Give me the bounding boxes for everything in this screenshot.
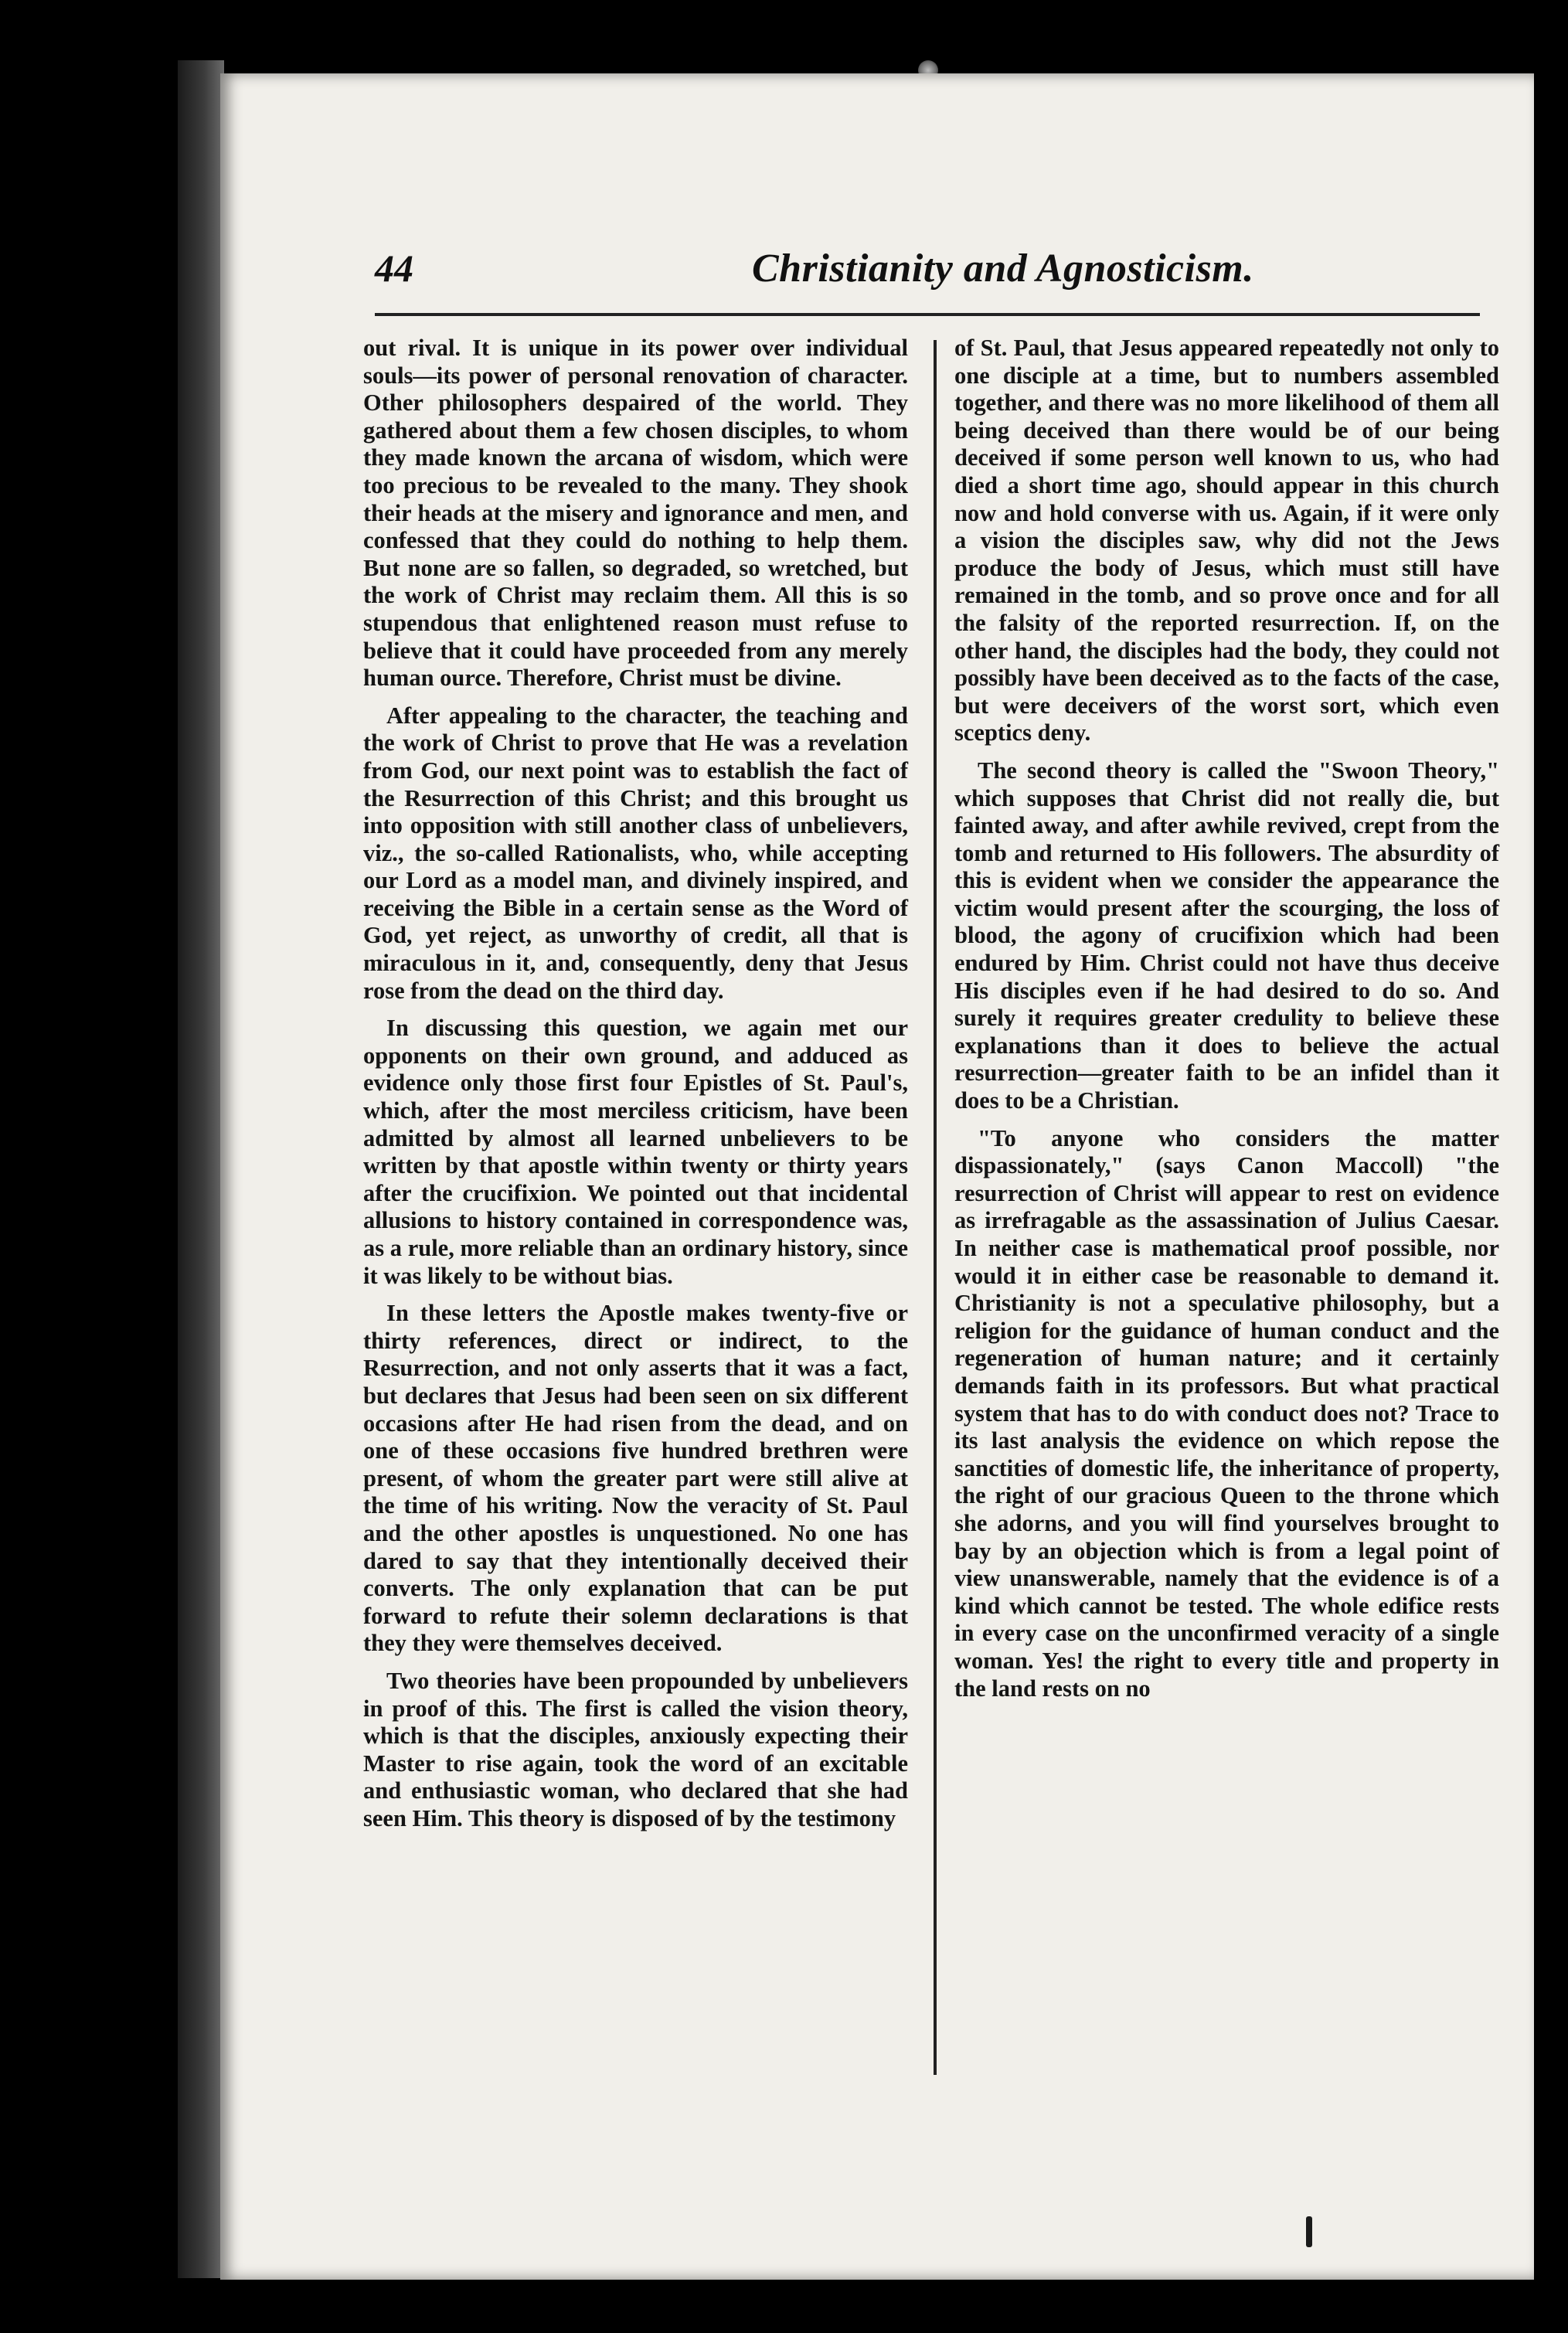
ink-mark — [1306, 2216, 1312, 2247]
left-column — [363, 335, 908, 2081]
paragraph: In these letters the Apostle makes twenty-five or thirty references, direct or indirect, to the Resurrection, and not only asserts that it was a fact, but declares that Jesus had been seen on six different occasions after He had risen from the dead, and on one of these occasions five hundred brethren were present, of whom the greater part were still alive at the time of his writing. Now the veracity of St. Paul and the other apostles is unquestioned. No one has dared to say that they intentionally deceived their converts. The only explanation that can be put forward to refute their solemn declarations is that they they were themselves deceived. — [363, 1300, 908, 1657]
paragraph: "To anyone who considers the matter dispassionately," (says Canon Maccoll) "the resurrection of Christ will appear to rest on evidence as irrefragable as the assassination of Julius Caesar. In neither case is mathematical proof possible, nor would it in either case be reasonable to demand it. Christianity is not a speculative philosophy, but a religion for the guidance of human conduct and the regeneration of human nature; and it certainly demands faith in its professors. But what practical system that has to do with conduct does not? Trace to its last analysis the evidence on which repose the sanctities of domestic life, the inheritance of property, the right of our gracious Queen to the throne which she adorns, and you will find yourselves brought to bay by an objection which is from a legal point of view unanswerable, namely that the evidence is of a kind which cannot be tested. The whole edifice rests in every case on the unconfirmed veracity of a single woman. Yes! the right to every title and property in the land rests on no — [954, 1124, 1499, 1702]
page-number: 44 — [375, 247, 413, 290]
right-column — [954, 335, 1499, 2081]
column-divider — [934, 340, 937, 2075]
paragraph: After appealing to the character, the teaching and the work of Christ to prove that He was a revelation from God, our next point was to establish the fact of the Resurrection of this Christ; and this brought us into opposition with still another class of unbelievers, viz., the so-called Rationalists, who, while accepting our Lord as a model man, and divinely inspired, and receiving the Bible in a certain sense as the Word of God, yet reject, as unworthy of credit, all that is miraculous in it, and, consequently, deny that Jesus rose from the dead on the third day. — [363, 702, 908, 1004]
header-rule — [375, 313, 1480, 316]
running-title: Christianity and Agnosticism. — [752, 247, 1254, 291]
paragraph: In discussing this question, we again met our opponents on their own ground, and adduced as evidence only those first four Epistles of St. Paul's, which, after the most merciless criticism, have been admitted by almost all learned unbelievers to be written by that apostle within twenty or thirty years after the crucifixion. We pointed out that incidental allusions to history contained in correspondence was, as a rule, more reliable than an ordinary history, since it was likely to be without bias. — [363, 1015, 908, 1289]
paragraph: Two theories have been propounded by unbelievers in proof of this. The first is called the vision theory, which is that the disciples, anxiously expecting their Master to rise again, took the word of an excitable and enthusiastic woman, who declared that she had seen Him. This theory is disposed of by the testimony — [363, 1667, 908, 1831]
page-header — [375, 246, 1488, 308]
paragraph: out rival. It is unique in its power over individual souls—its power of personal renovation of character. Other philosophers despaired of the world. They gathered about them a few chosen disciples, to whom they made known the arcana of wisdom, which were too precious to be revealed to the many. They shook their heads at the misery and ignorance and men, and confessed that they could do nothing to help them. But none are so fallen, so degraded, so wretched, but the work of Christ may reclaim them. All this is so stupendous that enlightened reason must refuse to believe that it could have proceeded from any merely human ource. Therefore, Christ must be divine. — [363, 335, 908, 692]
paragraph: The second theory is called the "Swoon Theory," which supposes that Christ did not really die, but fainted away, and after awhile revived, crept from the tomb and returned to His followers. The absurdity of this is evident when we consider the appearance the victim would present after the scourging, the loss of blood, the agony of crucifixion which had been endured by Him. Christ could not have thus deceive His disciples even if he had desired to do so. And surely it requires greater credulity to believe these explanations than it does to believe the actual resurrection—greater faith to be an infidel than it does to be a Christian. — [954, 757, 1499, 1114]
paragraph: of St. Paul, that Jesus appeared repeatedly not only to one disciple at a time, but to numbers assembled together, and there was no more likelihood of them all being deceived than there would be of our being deceived if some person well known to us, who had died a short time ago, should appear in this church now and hold converse with us. Again, if it were only a vision the disciples saw, why did not the Jews produce the body of Jesus, which must still have remained in the tomb, and so prove once and for all the falsity of the reported resurrection. If, on the other hand, the disciples had the body, they could not possibly have been deceived as to the facts of the case, but were deceivers of the worst sort, which even sceptics deny. — [954, 335, 1499, 746]
book-spine-shadow — [178, 60, 224, 2278]
